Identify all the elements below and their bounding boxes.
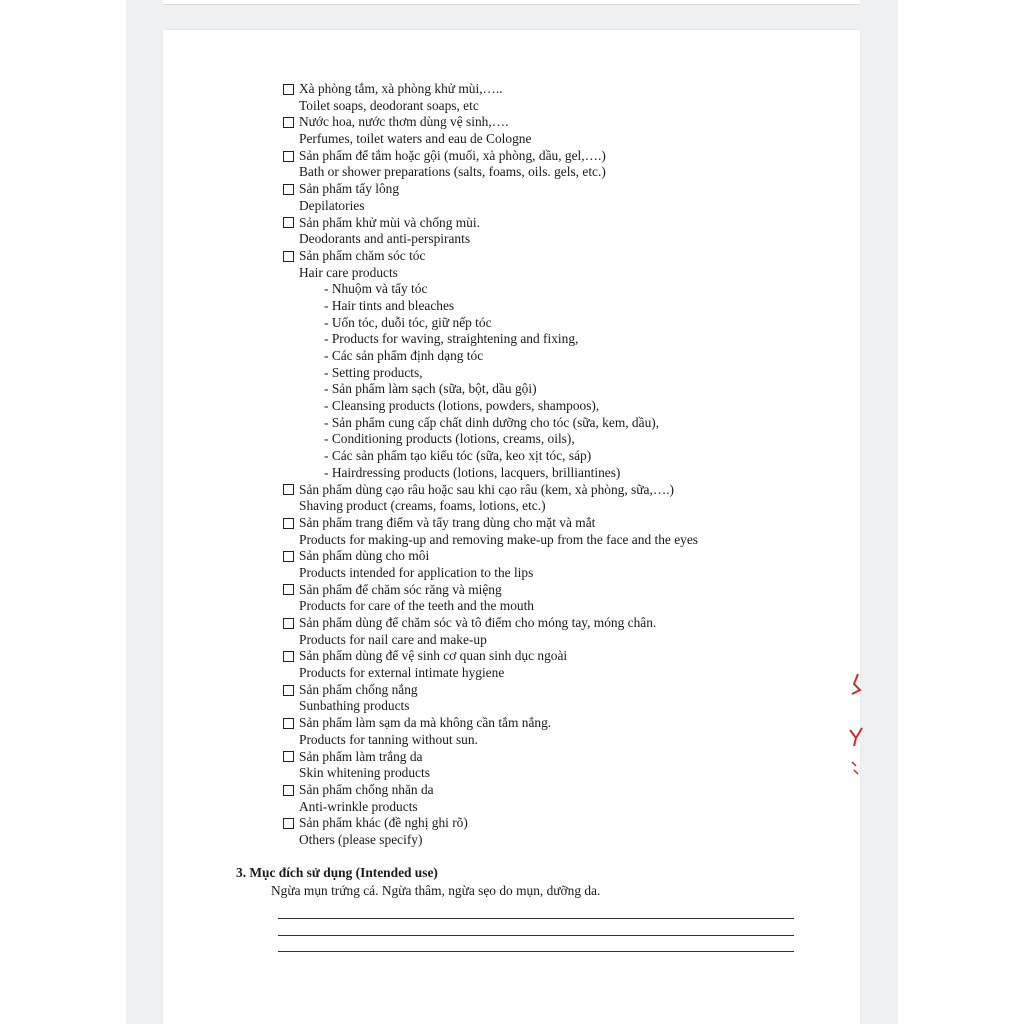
hair-subitem: - Sản phẩm cung cấp chất dinh dưỡng cho tóc (sữa, kem, dầu), [283, 415, 843, 432]
section-title: 3. Mục đích sử dụng (Intended use) [236, 865, 438, 880]
item-label-vi: Sản phẩm dùng cạo râu hoặc sau khi cạo râu (kem, xà phòng, sữa,….) [299, 481, 675, 497]
red-stamp-edge-marks [840, 670, 864, 780]
checkbox[interactable] [283, 184, 294, 195]
checklist-item [283, 248, 843, 281]
item-label-en: Products for nail care and make-up [299, 631, 487, 647]
checkbox[interactable] [283, 651, 294, 662]
hair-subitem: - Sản phẩm làm sạch (sữa, bột, dầu gội) [283, 381, 843, 398]
item-label-en: Products for external intimate hygiene [299, 665, 505, 681]
checklist-item [283, 482, 843, 515]
item-label-vi: Sản phẩm tẩy lông [299, 181, 400, 197]
item-label-vi: Sản phẩm dùng để vệ sinh cơ quan sinh dục ngoài [299, 648, 568, 664]
item-label-en: Hair care products [299, 264, 398, 280]
checklist-item [283, 81, 843, 114]
item-label-en: Skin whitening products [299, 765, 430, 781]
checkbox[interactable] [283, 217, 294, 228]
checkbox[interactable] [283, 84, 294, 95]
item-label-en: Toilet soaps, deodorant soaps, etc [299, 97, 479, 113]
checkbox[interactable] [283, 618, 294, 629]
item-label-en: Others (please specify) [299, 831, 423, 847]
checklist-item [283, 181, 843, 214]
hair-subitem: - Setting products, [283, 365, 843, 382]
item-label-en: Products for tanning without sun. [299, 731, 478, 747]
item-label-en: Products for care of the teeth and the mouth [299, 598, 535, 614]
checklist-item [283, 815, 843, 848]
item-label-en: Deodorants and anti-perspirants [299, 231, 471, 247]
hair-subitem: - Products for waving, straightening and fixing, [283, 331, 843, 348]
hair-subitem: - Cleansing products (lotions, powders, shampoos), [283, 398, 843, 415]
item-label-vi: Sản phẩm làm sạm da mà không cần tắm nắng. [299, 715, 552, 731]
checkbox[interactable] [283, 718, 294, 729]
checklist-item [283, 782, 843, 815]
item-label-en: Perfumes, toilet waters and eau de Cologne [299, 131, 532, 147]
item-label-vi: Sản phẩm chống nắng [299, 681, 418, 697]
item-label-vi: Sản phẩm làm trắng da [299, 748, 423, 764]
checkbox[interactable] [283, 818, 294, 829]
document-page[interactable] [163, 30, 860, 1024]
item-label-vi: Nước hoa, nước thơm dùng vệ sinh,…. [299, 114, 509, 130]
item-label-vi: Sản phẩm khác (đề nghị ghi rõ) [299, 815, 468, 831]
item-label-en: Products intended for application to the lips [299, 564, 534, 580]
item-label-vi: Sản phẩm chống nhăn da [299, 781, 434, 797]
intended-use-section [236, 864, 816, 900]
item-label-en: Bath or shower preparations (salts, foams, oils. gels, etc.) [299, 164, 606, 180]
product-category-checklist [283, 81, 843, 849]
hair-subitem: - Các sản phẩm định dạng tóc [283, 348, 843, 365]
item-label-en: Anti-wrinkle products [299, 798, 418, 814]
checkbox[interactable] [283, 685, 294, 696]
checkbox[interactable] [283, 584, 294, 595]
checklist-item [283, 749, 843, 782]
hair-subitem: - Conditioning products (lotions, creams, oils), [283, 431, 843, 448]
hair-subitem: - Các sản phẩm tạo kiểu tóc (sữa, keo xịt tóc, sáp) [283, 448, 843, 465]
checkbox[interactable] [283, 117, 294, 128]
item-label-en: Depilatories [299, 197, 365, 213]
checklist-item [283, 715, 843, 748]
previous-page-edge [163, 0, 860, 5]
item-label-vi: Sản phẩm dùng cho môi [299, 548, 430, 564]
item-label-vi: Sản phẩm chăm sóc tóc [299, 247, 426, 263]
hair-subitem: - Hair tints and bleaches [283, 298, 843, 315]
hair-subitem: - Uốn tóc, duỗi tóc, giữ nếp tóc [283, 315, 843, 332]
checklist-item [283, 648, 843, 681]
checklist-item [283, 515, 843, 548]
item-label-en: Shaving product (creams, foams, lotions, etc.) [299, 498, 546, 514]
item-label-vi: Sản phẩm để chăm sóc răng và miệng [299, 581, 502, 597]
checkbox[interactable] [283, 551, 294, 562]
item-label-vi: Sản phẩm để tắm hoặc gội (muối, xà phòng, dầu, gel,….) [299, 147, 606, 163]
checklist-item [283, 682, 843, 715]
blank-answer-line [278, 935, 794, 936]
item-label-vi: Sản phẩm trang điểm và tẩy trang dùng cho mặt và mắt [299, 514, 596, 530]
intended-use-text: Ngừa mụn trứng cá. Ngừa thâm, ngừa sẹo do mụn, dưỡng da. [271, 883, 601, 898]
hair-subitem: - Nhuộm và tẩy tóc [283, 281, 843, 298]
checklist-item [283, 582, 843, 615]
item-label-vi: Sản phẩm khử mùi và chống mùi. [299, 214, 480, 230]
checkbox[interactable] [283, 251, 294, 262]
checkbox[interactable] [283, 518, 294, 529]
checklist-item [283, 615, 843, 648]
blank-answer-line [278, 918, 794, 919]
blank-answer-line [278, 951, 794, 952]
checkbox[interactable] [283, 785, 294, 796]
item-label-vi: Sản phẩm dùng để chăm sóc và tô điểm cho móng tay, móng chân. [299, 615, 657, 630]
hair-subitem: - Hairdressing products (lotions, lacquers, brilliantines) [283, 465, 843, 482]
checkbox[interactable] [283, 151, 294, 162]
checklist-item [283, 148, 843, 181]
checklist-item [283, 548, 843, 581]
item-label-en: Products for making-up and removing make-up from the face and the eyes [299, 531, 698, 547]
checklist-item [283, 215, 843, 248]
checkbox[interactable] [283, 751, 294, 762]
item-label-vi: Xà phòng tắm, xà phòng khử mùi,….. [299, 81, 503, 96]
checklist-item [283, 114, 843, 147]
checkbox[interactable] [283, 484, 294, 495]
item-label-en: Sunbathing products [299, 698, 410, 714]
